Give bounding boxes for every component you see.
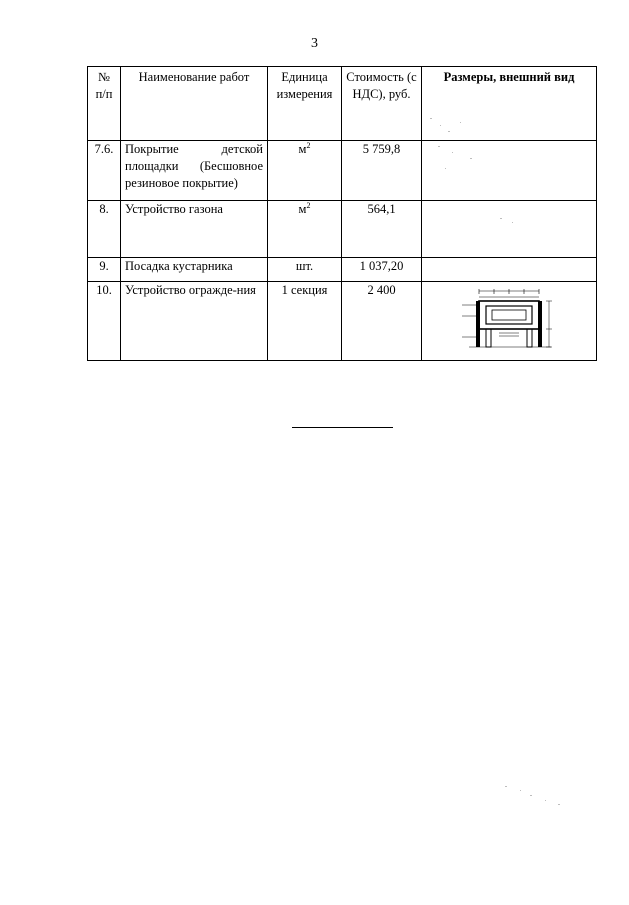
table-row (88, 141, 597, 201)
row-name: Покрытие детской площадки (Бесшовное резиновое покрытие) (121, 141, 268, 201)
table-row (88, 201, 597, 258)
row-num: 8. (88, 201, 121, 258)
unit-text: м (298, 202, 307, 216)
row-appearance (422, 258, 597, 282)
page-number: 3 (311, 36, 318, 51)
header-num: № п/п (88, 67, 121, 141)
fence-section-drawing-icon (459, 288, 559, 354)
header-name: Наименование работ (121, 67, 268, 141)
row-cost: 564,1 (342, 201, 422, 258)
unit-superscript: 2 (306, 200, 311, 210)
unit-superscript: 2 (306, 140, 311, 150)
table-header-row (88, 67, 597, 141)
row-unit (268, 201, 342, 258)
row-name: Устройство огражде-ния (121, 282, 268, 361)
row-cost: 2 400 (342, 282, 422, 361)
row-num: 7.6. (88, 141, 121, 201)
table-row (88, 282, 597, 361)
row-appearance (422, 201, 597, 258)
row-name: Посадка кустарника (121, 258, 268, 282)
row-appearance (422, 141, 597, 201)
header-cost: Стоимость (с НДС), руб. (342, 67, 422, 141)
works-table (87, 66, 597, 361)
unit-text: м (298, 142, 307, 156)
row-num: 10. (88, 282, 121, 361)
row-unit (268, 141, 342, 201)
row-appearance (422, 282, 597, 361)
end-of-document-line (292, 427, 393, 428)
row-name: Устройство газона (121, 201, 268, 258)
row-unit (268, 282, 342, 361)
row-unit (268, 258, 342, 282)
unit-text: 1 секция (281, 283, 328, 297)
row-cost: 1 037,20 (342, 258, 422, 282)
header-appearance: Размеры, внешний вид (422, 67, 597, 141)
unit-text: шт. (295, 259, 314, 273)
row-cost: 5 759,8 (342, 141, 422, 201)
table-row (88, 258, 597, 282)
header-unit: Единица измерения (268, 67, 342, 141)
row-num: 9. (88, 258, 121, 282)
